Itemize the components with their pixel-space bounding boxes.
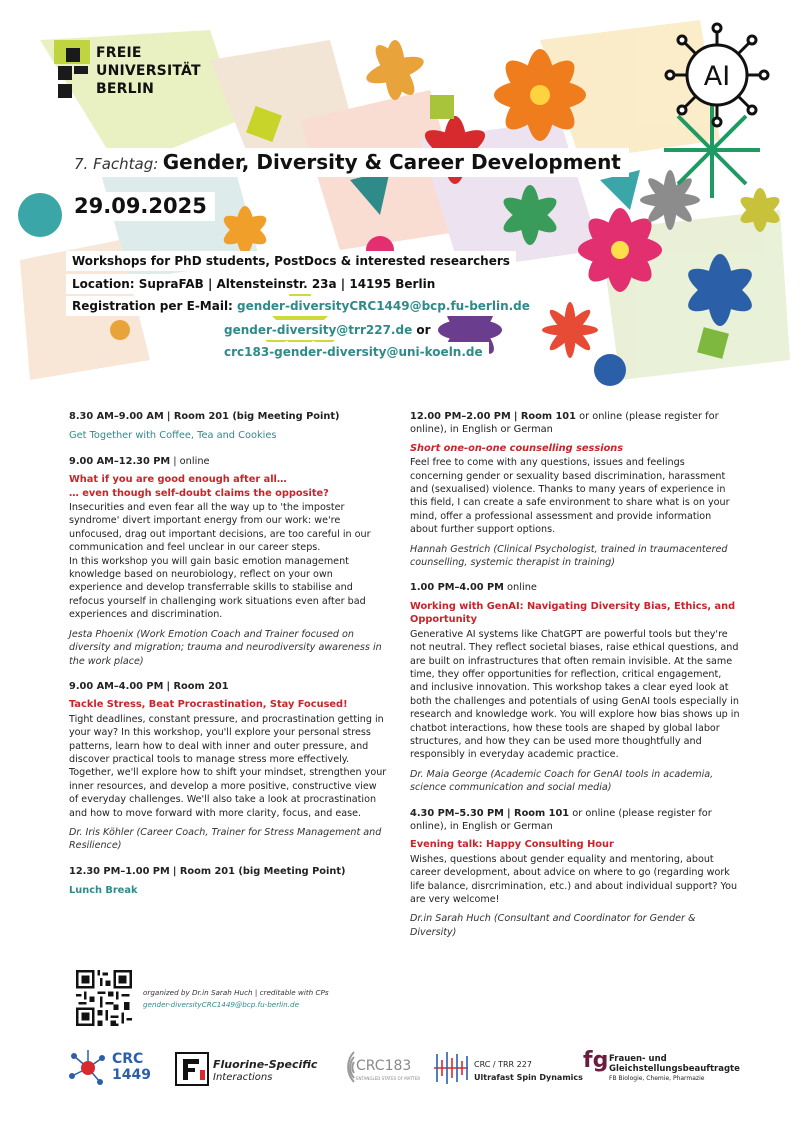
session-highlight: Lunch Break [69, 885, 138, 897]
fu-logo-mark-icon [54, 40, 90, 100]
fu-berlin-logo [54, 40, 204, 102]
university-line-3: BERLIN [96, 81, 155, 97]
registration-email-1[interactable]: gender-diversityCRC1449@bcp.fu-berlin.de [237, 299, 530, 313]
session-title: Working with GenAI: Navigating Diversity Bias, Ethics, and Opportunity [410, 600, 736, 626]
crc1449-logo [68, 1046, 158, 1090]
trr227-line2: Ultrafast Spin Dynamics [474, 1073, 583, 1082]
session-description: Generative AI systems like ChatGPT are powerful tools but they're not neutral. They reflect societal biases, raise ethical questions, and are built on infrastructures that often remain invisible. At the same time, they offer opportunities for reflection, critical engagement, and inclusive innovation. This workshop takes a clear eyed look at both the challenges and potentials of using GenAI tools especially in research and knowledge work. You will explore how bias shows up in chatbot interactions, how these tools are shaped by global labor structures, and how they can be used more thoughtfully and responsibly in everyday academic practice. [410, 628, 740, 761]
registration-email-3[interactable]: crc183-gender-diversity@uni-koeln.de [224, 345, 483, 359]
registration-line-2 [218, 320, 437, 340]
fg-line1: Frauen- und [609, 1054, 667, 1064]
trr227-spin-icon [432, 1048, 470, 1088]
session-time: 9.00 AM–12.30 PM | online [69, 455, 210, 467]
svg-text:AI: AI [703, 61, 731, 92]
session-speaker: Jesta Phoenix (Work Emotion Coach and Trainer focused on diversity and migration; trauma and neurodiversity awareness in the work place) [69, 628, 382, 667]
university-line-1: FREIE [96, 45, 142, 61]
session-get-together [69, 410, 387, 443]
header-banner [0, 0, 802, 395]
event-title-prefix: 7. Fachtag: [74, 155, 159, 173]
program-column-left [69, 410, 387, 910]
crc1449-line1: CRC [112, 1051, 144, 1067]
session-imposter [69, 455, 387, 668]
registration-label: Registration per E-Mail: [72, 299, 233, 313]
location-line: Location: SupraFAB | Altensteinstr. 23a | 14195 Berlin [66, 274, 441, 294]
crc183-name: CRC183 [356, 1058, 412, 1074]
contact-email[interactable]: gender-diversityCRC1449@bcp.fu-berlin.de [143, 1000, 299, 1009]
registration-email-2[interactable]: gender-diversity@trr227.de [224, 323, 413, 337]
session-speaker: Dr. Iris Köhler (Career Coach, Trainer for Stress Management and Resilience) [69, 826, 382, 852]
program-column-right [410, 410, 740, 951]
or-word: or [416, 323, 431, 337]
session-description: Insecurities and even fear all the way up to 'the imposter syndrome' divert important energy from our work: we're unfocused, drag out important decisions, are too careful in our communication and feel unclear in our career steps. In this workshop you will gain basic emotion management knowledge based on neurobiology, reflect on your own experience and develop transferrable skills to stabilise and refocus yourself in challenging work situations even after bad experiences and discrimination. [69, 502, 371, 621]
session-description: Tight deadlines, constant pressure, and procrastination getting in your way? In this workshop, you'll explore your personal stress patterns, learn how to deal with inner and outer pressure, and discover practical tools to manage stress more effectively. Together, we'll explore how to shift your mindset, strengthen your inner resources, and develop a more positive, constructive view of everyday challenges. We'll also take a look at procrastination and how to move forward with more clarity, focus, and ease. [69, 713, 387, 819]
session-time: 12.00 PM–2.00 PM | Room 101 or online (please register for online), in English or German [410, 411, 719, 436]
organized-by: organized by Dr.in Sarah Huch | creditable with CPs [143, 988, 329, 997]
crc183-arc-icon [328, 1048, 358, 1084]
fluorine-logo [175, 1046, 318, 1090]
session-speaker: Dr.in Sarah Huch (Consultant and Coordinator for Gender & Diversity) [410, 913, 696, 938]
fluorine-f-icon [175, 1052, 209, 1086]
session-counselling [410, 410, 740, 569]
trr227-line1: CRC / TRR 227 [474, 1060, 532, 1069]
session-genai [410, 581, 740, 794]
session-description: Feel free to come with any questions, issues and feelings concerning gender or sexuality based discrimination, harassment and (sexualised) violence. Thanks to many years of experience in this field, I can create a safe environment to share what is on your mind, offer a professional assessment and provide information about further support options. [410, 457, 730, 536]
crc183-logo [328, 1046, 421, 1090]
session-lunch [69, 865, 387, 898]
fg-logo [583, 1046, 743, 1090]
session-time: 8.30 AM–9.00 AM | Room 201 (big Meeting Point) [69, 411, 340, 422]
session-title: Evening talk: Happy Consulting Hour [410, 839, 614, 851]
fg-mark-icon: fg [583, 1048, 609, 1073]
session-time: 12.30 PM–1.00 PM | Room 201 (big Meeting Point) [69, 865, 346, 877]
university-line-2: UNIVERSITÄT [96, 63, 201, 79]
registration-line-3 [218, 342, 489, 362]
session-evening-talk [410, 807, 740, 940]
crc1449-line2: 1449 [112, 1067, 151, 1083]
session-title: Tackle Stress, Beat Procrastination, Stay Focused! [69, 699, 348, 711]
session-time: 1.00 PM–4.00 PM online [410, 582, 537, 594]
fluorine-line2: Interactions [213, 1072, 273, 1083]
crc183-subtitle: ENTANGLED STATES OF MATTER [356, 1076, 421, 1081]
event-title [66, 148, 629, 177]
ai-badge [664, 22, 770, 128]
session-title: Short one-on-one counselling sessions [410, 442, 624, 454]
qr-code-icon[interactable] [76, 970, 132, 1026]
event-date: 29.09.2025 [66, 192, 215, 221]
session-speaker: Dr. Maia George (Academic Coach for GenAI tools in academia, science communication and social media) [410, 768, 714, 794]
audience-line: Workshops for PhD students, PostDocs & interested researchers [66, 251, 516, 271]
session-title: What if you are good enough after all… … even though self-doubt claims the opposite? [69, 474, 329, 499]
trr227-logo [432, 1046, 583, 1090]
organizer-note [143, 987, 329, 1011]
ai-network-icon [664, 22, 770, 128]
event-title-main: Gender, Diversity & Career Development [162, 150, 621, 174]
registration-line [66, 296, 536, 316]
session-highlight: Get Together with Coffee, Tea and Cookies [69, 430, 277, 442]
fluorine-line1: Fluorine-Specific [213, 1058, 318, 1071]
session-time: 9.00 AM–4.00 PM | Room 201 [69, 680, 229, 692]
session-speaker: Hannah Gestrich (Clinical Psychologist, trained in traumacentered counselling, systemic therapist in training) [410, 543, 728, 569]
fg-line2: Gleichstellungsbeauftragte [609, 1064, 740, 1074]
session-stress [69, 680, 387, 853]
session-description: Wishes, questions about gender equality and mentoring, about career development, about advice on where to go (regarding work life balance, disrcrimination, etc.) and about individual support? You are very welcome! [410, 853, 738, 905]
fg-line3: FB Biologie, Chemie, Pharmazie [609, 1075, 705, 1082]
crc1449-network-icon [68, 1048, 108, 1088]
session-time: 4.30 PM–5.30 PM | Room 101 or online (please register for online), in English or German [410, 807, 712, 832]
